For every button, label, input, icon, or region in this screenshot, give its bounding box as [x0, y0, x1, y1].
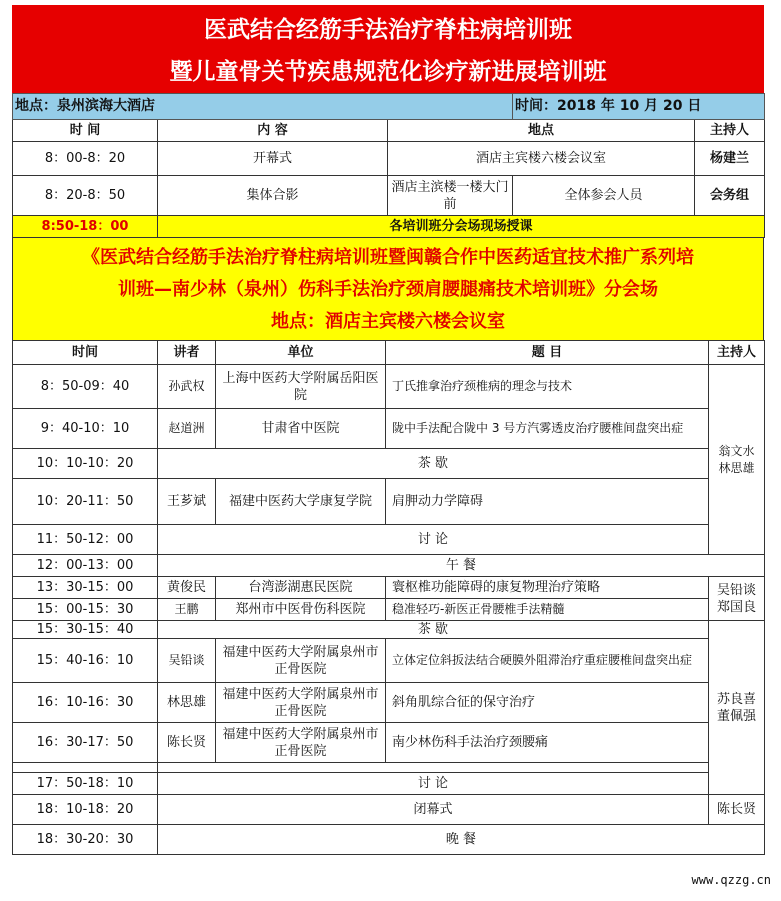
header-row-2 [13, 341, 765, 365]
discussion-cell: 讨 论 [158, 525, 709, 555]
time-cell: 8：00-8：20 [13, 142, 158, 176]
topic-cell: 陇中手法配合陇中 3 号方汽雾透皮治疗腰椎间盘突出症 [386, 409, 709, 449]
time-cell: 9：40-10：10 [13, 409, 158, 449]
host-cell: 会务组 [695, 176, 765, 216]
table-row [13, 621, 765, 639]
host-cell: 苏良喜 董佩强 [709, 621, 765, 795]
topic-cell: 稳准轻巧-新医正骨腰椎手法精髓 [386, 599, 709, 621]
header-time: 时 间 [13, 120, 158, 142]
header-speaker: 讲者 [158, 341, 216, 365]
topic-cell: 肩胛动力学障碍 [386, 479, 709, 525]
header-unit: 单位 [216, 341, 386, 365]
header-topic: 题 目 [386, 341, 709, 365]
lunch-cell: 午 餐 [158, 555, 765, 577]
time-cell: 15：40-16：10 [13, 639, 158, 683]
dinner-cell: 晚 餐 [158, 825, 765, 855]
table-row [13, 773, 765, 795]
time-cell: 15：30-15：40 [13, 621, 158, 639]
discussion-cell: 讨 论 [158, 773, 709, 795]
table-row [13, 577, 765, 599]
speaker-cell: 王芗斌 [158, 479, 216, 525]
speaker-cell: 王鹏 [158, 599, 216, 621]
speaker-cell: 陈长贤 [158, 723, 216, 763]
time-cell: 8：20-8：50 [13, 176, 158, 216]
break-cell: 茶 歇 [158, 449, 709, 479]
info-bar [13, 94, 765, 120]
unit-cell: 福建中医药大学附属泉州市正骨医院 [216, 723, 386, 763]
table-row [13, 825, 765, 855]
unit-cell: 台湾澎湖惠民医院 [216, 577, 386, 599]
header-host: 主持人 [709, 341, 765, 365]
session-place: 地点：酒店主宾楼六楼会议室 [271, 311, 505, 332]
title-banner [12, 5, 764, 93]
table-row [13, 599, 765, 621]
header-row-1 [13, 120, 765, 142]
topic-cell: 立体定位斜扳法结合硬膜外阻滞治疗重症腰椎间盘突出症 [386, 639, 709, 683]
unit-cell: 甘肃省中医院 [216, 409, 386, 449]
spacer-row [13, 763, 765, 773]
place-cell: 酒店主宾楼六楼会议室 [388, 142, 695, 176]
place-cell: 酒店主滨楼一楼大门前 [388, 176, 513, 216]
time-cell: 18：30-20：30 [13, 825, 158, 855]
date-label: 时间：2018 年 10 月 20 日 [513, 94, 765, 120]
host-cell: 杨建兰 [695, 142, 765, 176]
speaker-cell: 吴铅谈 [158, 639, 216, 683]
table-row [13, 479, 765, 525]
host-cell: 陈长贤 [709, 795, 765, 825]
opening-table [12, 93, 765, 238]
time-cell: 16：10-16：30 [13, 683, 158, 723]
topic-cell: 寰枢椎功能障碍的康复物理治疗策略 [386, 577, 709, 599]
header-place: 地点 [388, 120, 695, 142]
table-row [13, 409, 765, 449]
unit-cell: 福建中医药大学附属泉州市正骨医院 [216, 683, 386, 723]
host-cell: 吴铅谈 郑国良 [709, 577, 765, 621]
time-cell: 15：00-15：30 [13, 599, 158, 621]
topic-cell: 丁氏推拿治疗颈椎病的理念与技术 [386, 365, 709, 409]
unit-cell: 福建中医药大学康复学院 [216, 479, 386, 525]
content-cell: 开幕式 [158, 142, 388, 176]
table-row [13, 639, 765, 683]
time-cell: 11：50-12：00 [13, 525, 158, 555]
content-cell: 集体合影 [158, 176, 388, 216]
topic-cell: 斜角肌综合征的保守治疗 [386, 683, 709, 723]
plenary-row [13, 216, 765, 238]
session-title-line-1: 《医武结合经筋手法治疗脊柱病培训班暨闽赣合作中医药适宜技术推广系列培 [82, 247, 694, 268]
session-table [12, 340, 765, 855]
venue-label: 地点：泉州滨海大酒店 [13, 94, 513, 120]
session-title-line-2: 训班—南少林（泉州）伤科手法治疗颈肩腰腿痛技术培训班》分会场 [118, 279, 658, 300]
table-row [13, 723, 765, 763]
session-banner [12, 238, 764, 340]
opening-row [13, 142, 765, 176]
time-cell: 8：50-09：40 [13, 365, 158, 409]
topic-cell: 南少林伤科手法治疗颈腰痛 [386, 723, 709, 763]
host-cell: 翁文水 林思雄 [709, 365, 765, 555]
table-row [13, 555, 765, 577]
title-line-2: 暨儿童骨关节疾患规范化诊疗新进展培训班 [169, 59, 607, 85]
plenary-content: 各培训班分会场现场授课 [158, 216, 765, 238]
header-content: 内 容 [158, 120, 388, 142]
plenary-time: 8:50-18：00 [13, 216, 158, 238]
schedule-document [12, 5, 764, 855]
table-row [13, 683, 765, 723]
header-host: 主持人 [695, 120, 765, 142]
unit-cell: 福建中医药大学附属泉州市正骨医院 [216, 639, 386, 683]
speaker-cell: 黄俊民 [158, 577, 216, 599]
title-line-1: 医武结合经筋手法治疗脊柱病培训班 [204, 17, 572, 43]
header-time: 时间 [13, 341, 158, 365]
speaker-cell: 赵道洲 [158, 409, 216, 449]
time-cell: 16：30-17：50 [13, 723, 158, 763]
break-cell: 茶 歇 [158, 621, 709, 639]
time-cell: 10：20-11：50 [13, 479, 158, 525]
closing-cell: 闭幕式 [158, 795, 709, 825]
time-cell: 12：00-13：00 [13, 555, 158, 577]
time-cell: 18：10-18：20 [13, 795, 158, 825]
table-row [13, 525, 765, 555]
unit-cell: 上海中医药大学附属岳阳医院 [216, 365, 386, 409]
time-cell: 10：10-10：20 [13, 449, 158, 479]
speaker-cell: 孙武权 [158, 365, 216, 409]
time-cell: 13：30-15：00 [13, 577, 158, 599]
photo-row [13, 176, 765, 216]
time-cell: 17：50-18：10 [13, 773, 158, 795]
attendees-cell: 全体参会人员 [513, 176, 695, 216]
site-watermark: www.qzzg.cn [691, 873, 771, 887]
table-row [13, 449, 765, 479]
table-row [13, 795, 765, 825]
unit-cell: 郑州市中医骨伤科医院 [216, 599, 386, 621]
table-row [13, 365, 765, 409]
speaker-cell: 林思雄 [158, 683, 216, 723]
